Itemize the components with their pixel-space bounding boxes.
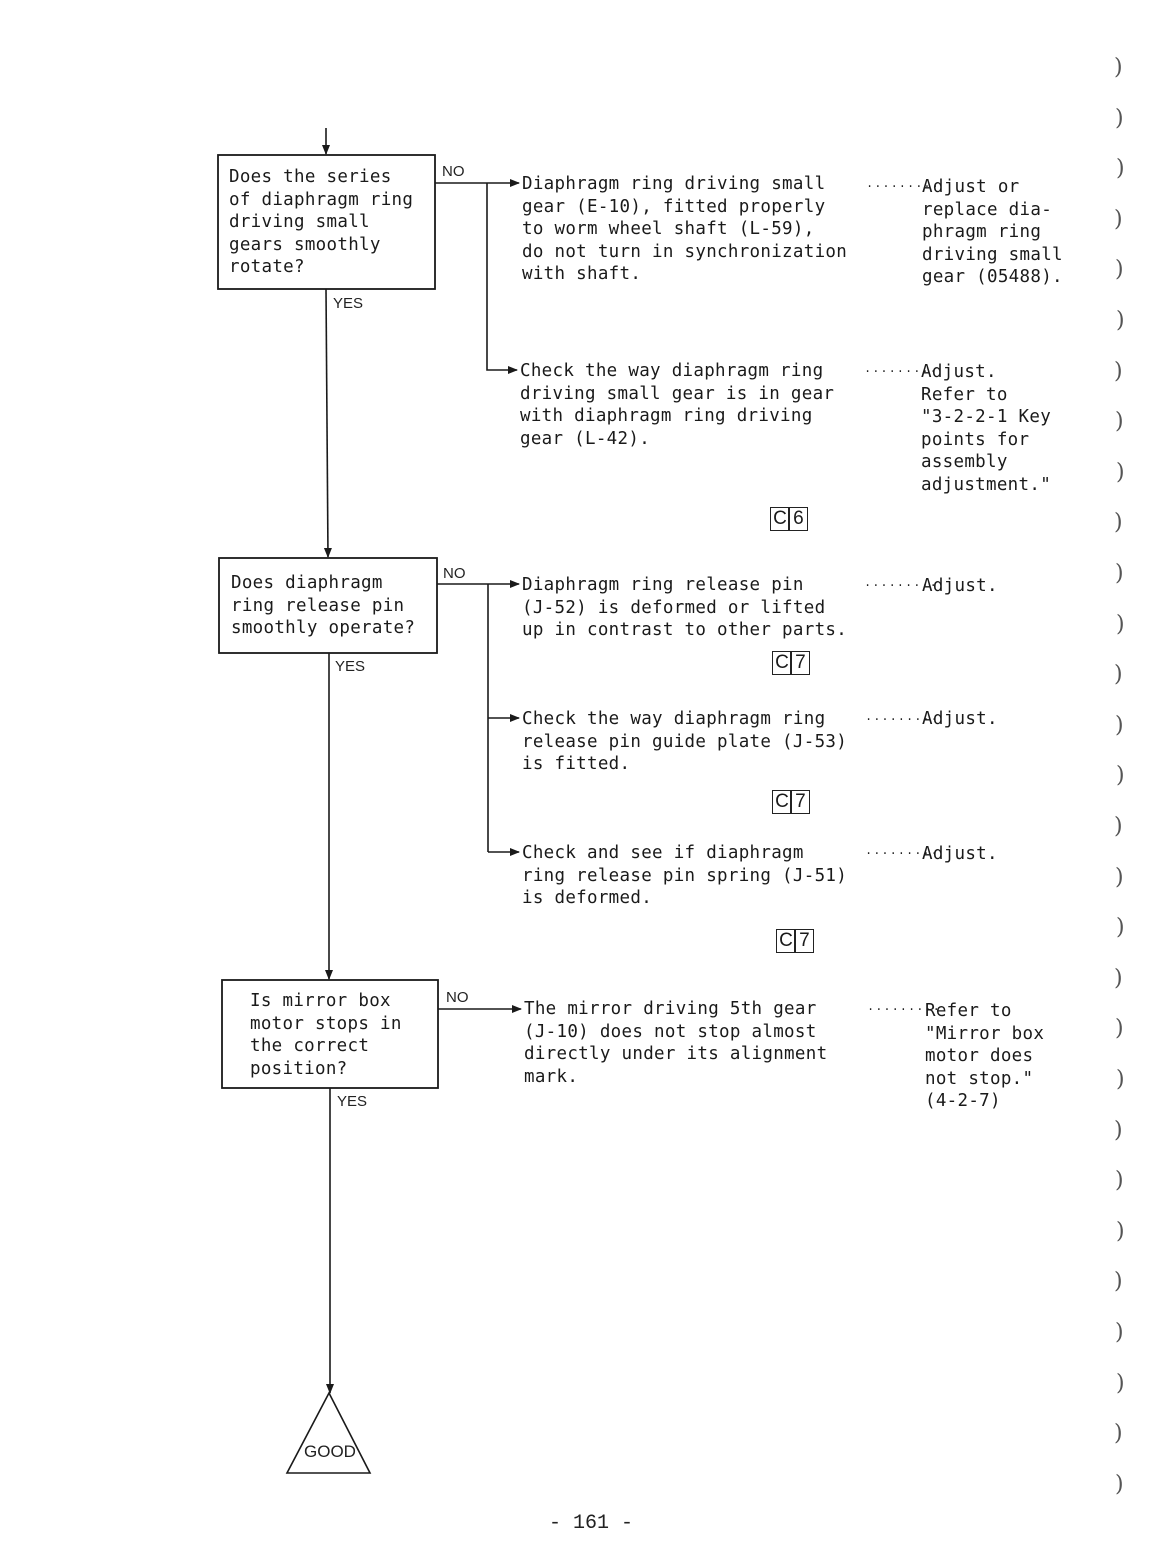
action-text-1-2: Adjust. Refer to "3-2-2-1 Key points for assembly adjustment." xyxy=(921,362,1052,495)
yes-label-1: YES xyxy=(333,295,364,312)
check-text-1-1: Diaphragm ring driving small gear (E-10), fitted properly to worm wheel shaft (L-59), do not turn in synchronization with shaft. xyxy=(522,174,848,285)
check-text-2-1: Diaphragm ring release pin (J-52) is deformed or lifted up in contrast to other parts. xyxy=(522,575,848,641)
binding-mark: ) xyxy=(1114,510,1123,536)
leader-dots: ......... xyxy=(864,362,938,376)
reference-code-char: C xyxy=(776,929,796,953)
binding-mark: ) xyxy=(1116,459,1125,485)
binding-mark: ) xyxy=(1114,206,1123,232)
binding-mark: ) xyxy=(1115,1168,1124,1194)
binding-mark: ) xyxy=(1115,1016,1124,1042)
binding-mark: ) xyxy=(1114,1117,1123,1143)
yes-label-3: YES xyxy=(337,1093,368,1110)
yes-label-2: YES xyxy=(335,658,366,675)
binding-mark: ) xyxy=(1115,864,1124,890)
no-branch-1b xyxy=(487,183,517,370)
action-text-2-2: Adjust. xyxy=(922,709,998,729)
leader-dots: ......... xyxy=(866,177,940,191)
check-text-2-2: Check the way diaphragm ring release pin guide plate (J-53) is fitted. xyxy=(522,709,848,775)
binding-mark: ) xyxy=(1114,965,1123,991)
reference-code-box xyxy=(772,790,809,816)
binding-mark: ) xyxy=(1116,156,1125,182)
reference-code-char: C xyxy=(770,507,790,531)
binding-mark: ) xyxy=(1114,55,1123,80)
check-text-3-1: The mirror driving 5th gear (J-10) does not stop almost directly under its alignment mark. xyxy=(524,999,828,1087)
binding-mark: ) xyxy=(1115,1471,1124,1497)
decision-text-1: Does the series of diaphragm ring driving small gears smoothly rotate? xyxy=(229,167,414,278)
good-label: GOOD xyxy=(304,1442,356,1461)
binding-mark: ) xyxy=(1115,712,1124,738)
reference-code-char: 7 xyxy=(790,790,810,814)
binding-mark: ) xyxy=(1115,105,1124,131)
leader-dots: ......... xyxy=(867,1000,941,1014)
action-text-2-1: Adjust. xyxy=(922,576,998,596)
reference-code-box xyxy=(776,929,813,955)
page-number: - 161 - xyxy=(549,1512,634,1535)
binding-mark: ) xyxy=(1116,1218,1125,1244)
binding-mark: ) xyxy=(1115,561,1124,586)
binding-mark: ) xyxy=(1114,662,1123,688)
leader-dots: ......... xyxy=(865,844,939,858)
action-text-2-3: Adjust. xyxy=(922,844,998,864)
reference-code-box xyxy=(770,507,807,533)
decision-text-2: Does diaphragm ring release pin smoothly operate? xyxy=(231,573,416,639)
no-label-1: NO xyxy=(442,163,465,180)
reference-code-box xyxy=(772,651,809,677)
action-text-3-1: Refer to "Mirror box motor does not stop." (4-2-7) xyxy=(925,1001,1045,1112)
binding-mark: ) xyxy=(1116,763,1125,789)
reference-code-char: C xyxy=(772,790,792,814)
leader-dots: ......... xyxy=(865,710,939,724)
yes-flow-1 xyxy=(326,289,328,557)
binding-mark: ) xyxy=(1114,1269,1123,1295)
reference-code-char: 7 xyxy=(790,651,810,675)
binding-mark: ) xyxy=(1116,1370,1125,1396)
binding-mark: ) xyxy=(1115,257,1124,283)
leader-dots: ......... xyxy=(864,576,938,590)
reference-code-char: 6 xyxy=(788,507,808,531)
binding-mark: ) xyxy=(1116,1067,1125,1092)
reference-code-char: C xyxy=(772,651,792,675)
reference-code-char: 7 xyxy=(794,929,814,953)
binding-mark: ) xyxy=(1115,1320,1124,1345)
decision-text-3: Is mirror box motor stops in the correct position? xyxy=(250,991,402,1079)
action-text-1-1: Adjust or replace dia- phragm ring driving small gear (05488). xyxy=(922,177,1063,288)
no-label-3: NO xyxy=(446,989,469,1006)
binding-mark: ) xyxy=(1114,1421,1123,1447)
binding-mark: ) xyxy=(1114,814,1123,839)
check-text-2-3: Check and see if diaphragm ring release pin spring (J-51) is deformed. xyxy=(522,843,848,909)
binding-mark: ) xyxy=(1114,358,1123,384)
binding-mark: ) xyxy=(1115,409,1124,435)
binding-mark: ) xyxy=(1116,611,1125,637)
binding-mark: ) xyxy=(1116,915,1125,941)
binding-mark: ) xyxy=(1116,308,1125,333)
check-text-1-2: Check the way diaphragm ring driving small gear is in gear with diaphragm ring driving gear (L-42). xyxy=(520,361,835,449)
no-label-2: NO xyxy=(443,565,466,582)
